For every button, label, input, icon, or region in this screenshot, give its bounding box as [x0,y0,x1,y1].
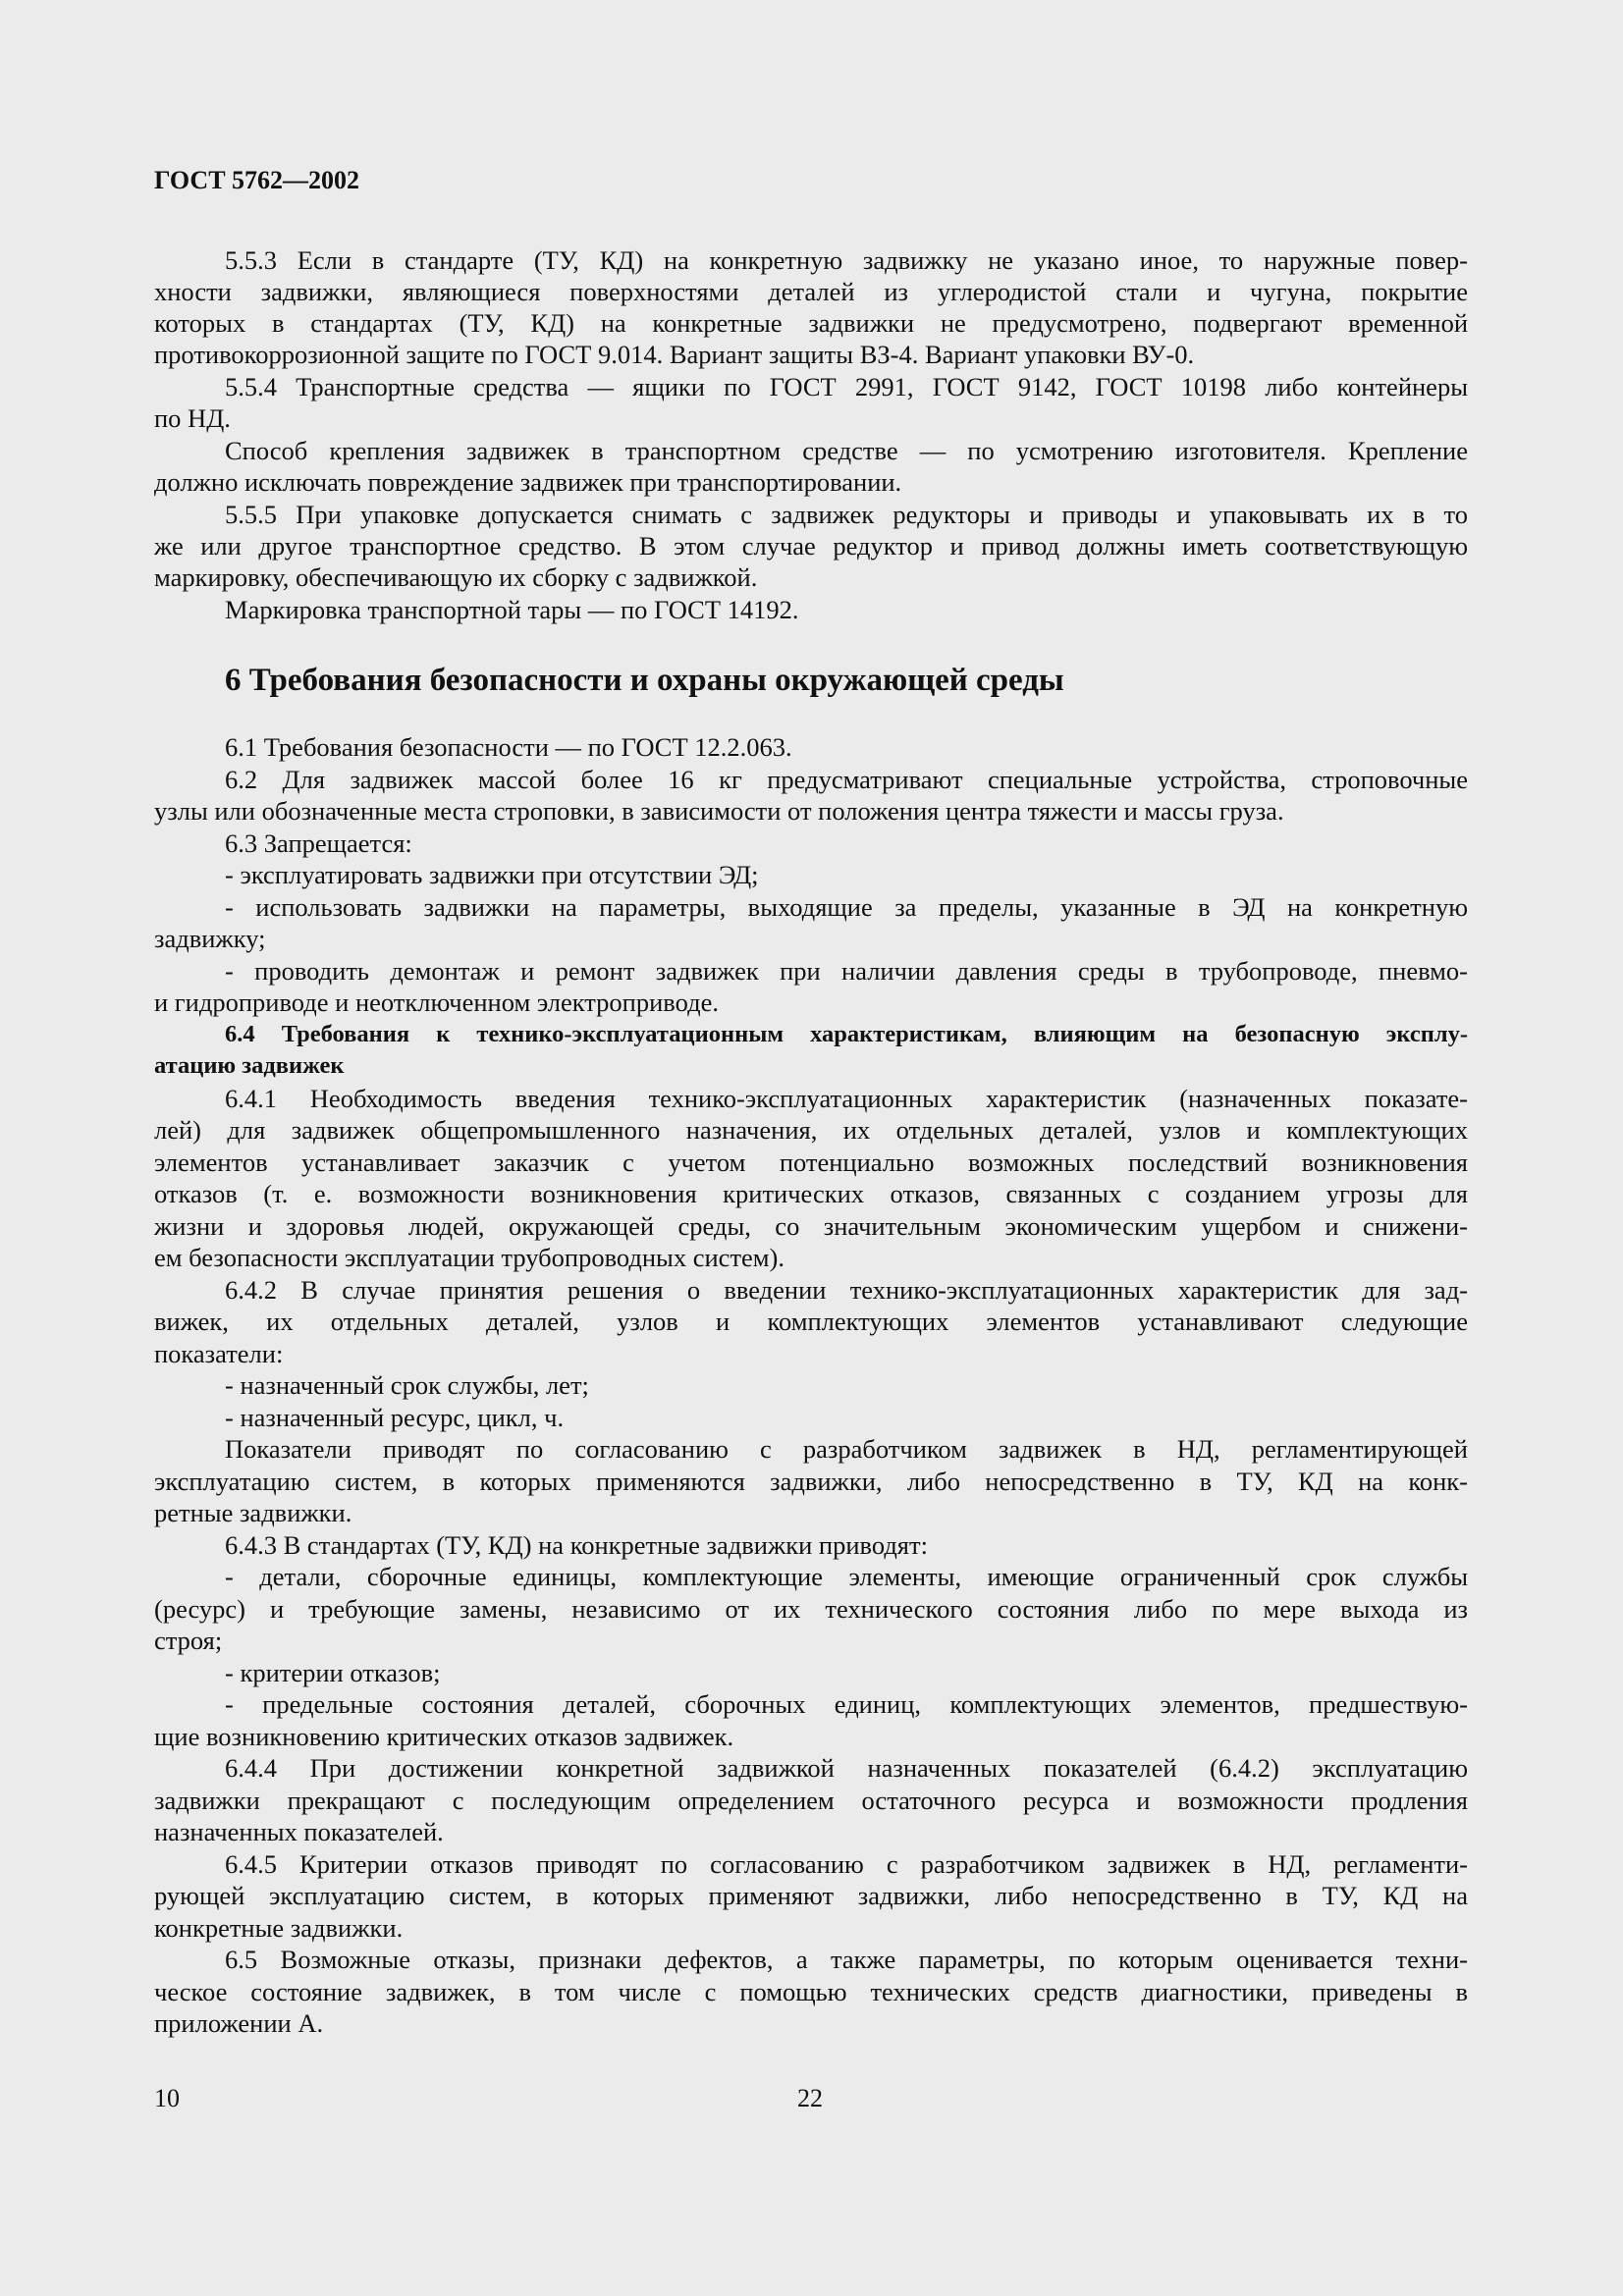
text-line: задвижки прекращают с последующим определением остаточного ресурса и возможности продления [154,1786,1468,1815]
text-line: показатели: [154,1339,284,1368]
document-header: ГОСТ 5762—2002 [154,166,360,194]
text-line: рующей эксплуатацию систем, в которых применяют задвижки, либо непосредственно в ТУ, КД на [154,1881,1468,1910]
section-heading: 6 Требования безопасности и охраны окружающей среды [225,663,1064,698]
list-item: - критерии отказов; [225,1658,441,1687]
text-line: 6.3 Запрещается: [225,828,412,858]
text-line: узлы или обозначенные места строповки, в зависимости от положения центра тяжести и массы груза. [154,796,1284,826]
text-line: по НД. [154,403,231,433]
subsection-heading: атацию задвижек [154,1052,345,1079]
list-item: - проводить демонтаж и ремонт задвижек при наличии давления среды в трубопроводе, пневмо- [225,956,1468,986]
text-line: Маркировка транспортной тары — по ГОСТ 14192. [225,595,799,624]
text-line: 5.5.5 При упаковке допускается снимать с задвижек редукторы и приводы и упаковывать их в то [225,500,1468,529]
sheet-number: 22 [797,2084,823,2112]
text-line: и гидроприводе и неотключенном электроприводе. [154,988,719,1017]
text-line: отказов (т. е. возможности возникновения критических отказов, связанных с созданием угрозы для [154,1179,1468,1208]
text-line: 5.5.4 Транспортные средства — ящики по ГОСТ 2991, ГОСТ 9142, ГОСТ 10198 либо контейнеры [225,372,1468,401]
list-item: - предельные состояния деталей, сборочных единиц, комплектующих элементов, предшествую- [225,1689,1468,1719]
text-line: элементов устанавливает заказчик с учетом потенциально возможных последствий возникновения [154,1148,1468,1177]
list-item: - назначенный срок службы, лет; [225,1370,589,1400]
list-item: - детали, сборочные единицы, комплектующие элементы, имеющие ограниченный срок службы [225,1562,1468,1591]
text-line: которых в стандартах (ТУ, КД) на конкретные задвижки не предусмотрено, подвергают временной [154,308,1468,338]
text-line: Способ крепления задвижек в транспортном средстве — по усмотрению изготовителя. Крепление [225,436,1468,465]
text-line: 5.5.3 Если в стандарте (ТУ, КД) на конкретную задвижку не указано иное, то наружные повер- [225,245,1468,275]
text-line: 6.2 Для задвижек массой более 16 кг предусматривают специальные устройства, строповочные [225,765,1468,794]
text-line: маркировку, обеспечивающую их сборку с задвижкой. [154,562,758,592]
text-line: же или другое транспортное средство. В этом случае редуктор и привод должны иметь соответствующую [154,531,1468,561]
text-line: приложении А. [154,2008,324,2038]
text-line: ческое состояние задвижек, в том числе с помощью технических средств диагностики, приведены в [154,1977,1468,2006]
text-line: лей) для задвижек общепромышленного назначения, их отдельных деталей, узлов и комплектующих [154,1115,1468,1145]
list-item: - эксплуатировать задвижки при отсутствии ЭД; [225,860,759,889]
text-line: 6.5 Возможные отказы, признаки дефектов, а также параметры, по которым оценивается техни- [225,1945,1468,1974]
text-line: 6.4.1 Необходимость введения технико-эксплуатационных характеристик (назначенных показате- [225,1084,1468,1113]
text-line: должно исключать повреждение задвижек при транспортировании. [154,467,902,497]
text-line: задвижку; [154,924,266,953]
list-item: - использовать задвижки на параметры, выходящие за пределы, указанные в ЭД на конкретную [225,892,1468,922]
text-line: 6.1 Требования безопасности — по ГОСТ 12.2.063. [225,732,792,762]
text-line: ретные задвижки. [154,1498,352,1527]
text-line: 6.4.4 При достижении конкретной задвижкой назначенных показателей (6.4.2) эксплуатацию [225,1753,1468,1783]
text-line: строя; [154,1626,223,1655]
text-line: 6.4.3 В стандартах (ТУ, КД) на конкретные задвижки приводят: [225,1530,928,1560]
text-line: 6.4.5 Критерии отказов приводят по согласованию с разработчиком задвижек в НД, регламенти- [225,1849,1468,1879]
text-line: вижек, их отдельных деталей, узлов и комплектующих элементов устанавливают следующие [154,1307,1468,1336]
text-line: жизни и здоровья людей, окружающей среды, со значительным экономическим ущербом и снижени- [154,1211,1468,1241]
text-line: 6.4.2 В случае принятия решения о введении технико-эксплуатационных характеристик для зад- [225,1275,1468,1305]
text-line: конкретные задвижки. [154,1913,404,1943]
text-line: эксплуатацию систем, в которых применяются задвижки, либо непосредственно в ТУ, КД на конк- [154,1467,1468,1496]
text-line: щие возникновению критических отказов задвижек. [154,1722,734,1751]
text-line: хности задвижки, являющиеся поверхностями деталей из углеродистой стали и чугуна, покрытие [154,277,1468,306]
list-item: - назначенный ресурс, цикл, ч. [225,1403,565,1432]
subsection-heading: 6.4 Требования к технико-эксплуатационным характеристикам, влияющим на безопасную эксплу- [225,1021,1468,1047]
text-line: ем безопасности эксплуатации трубопроводных систем). [154,1243,785,1272]
text-line: назначенных показателей. [154,1817,444,1846]
text-line: (ресурс) и требующие замены, независимо от их технического состояния либо по мере выхода из [154,1594,1468,1624]
text-line: Показатели приводят по согласованию с разработчиком задвижек в НД, регламентирующей [225,1434,1468,1464]
text-line: противокоррозионной защите по ГОСТ 9.014. Вариант защиты ВЗ-4. Вариант упаковки ВУ-0. [154,340,1195,369]
page-number: 10 [154,2084,180,2112]
